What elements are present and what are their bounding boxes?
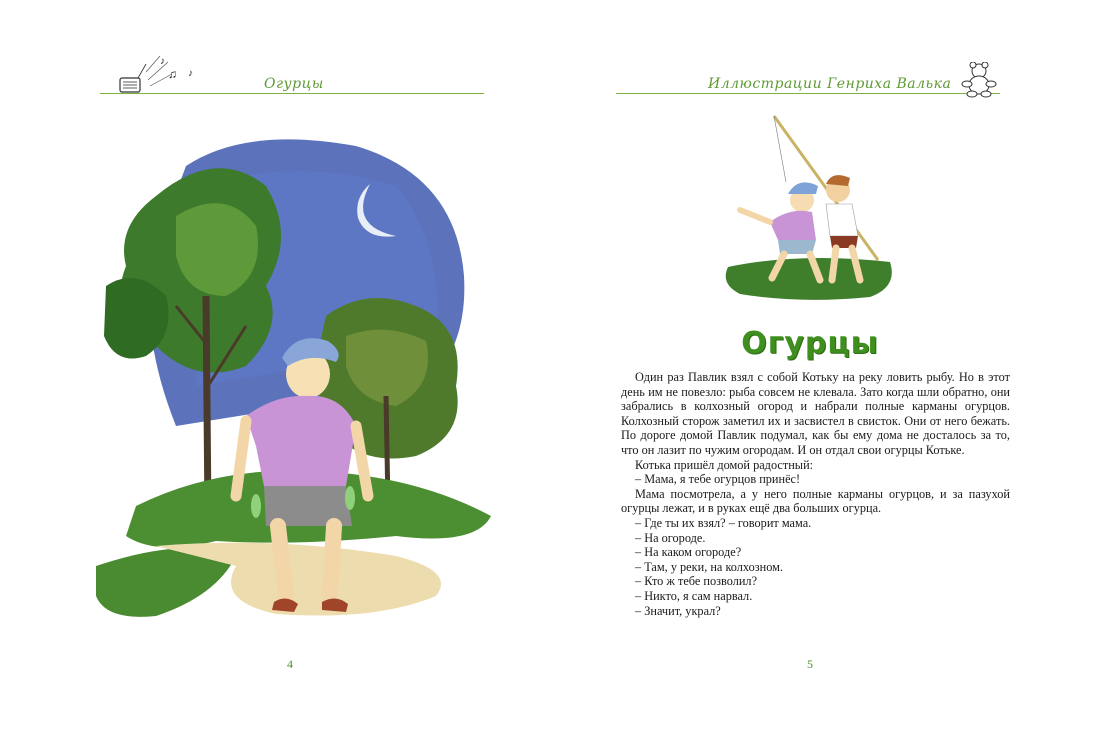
svg-text:♫: ♫ bbox=[168, 67, 177, 81]
story-text bbox=[621, 370, 1010, 618]
paragraph: – Где ты их взял? – говорит мама. bbox=[635, 515, 812, 530]
story-title: Огурцы bbox=[741, 326, 879, 361]
right-running-head: Иллюстрации Генриха Валька bbox=[702, 76, 957, 92]
paragraph: – На каком огороде? bbox=[635, 545, 742, 560]
paragraph: Один раз Павлик взял с собой Котьку на реку ловить рыбу. Но в этот день им не повезло: рыба совсем не клевала. Зато когда шли обратно, они забрались в колхозный огород и набрали полные карманы огурцов. Колхозный сторож заметил их и засвистел в свисток. Они от него бежать. По дороге домой Павлик подумал, как бы ему дома не досталось за то, что он лазит по чужим огородам. И он отдал свои огурцы Котьке. bbox=[621, 370, 1010, 457]
paragraph: – На огороде. bbox=[635, 530, 706, 545]
left-running-head: Огурцы bbox=[258, 76, 330, 92]
paragraph: Котька пришёл домой радостный: bbox=[635, 457, 814, 472]
teddy-bear-icon bbox=[958, 62, 1000, 98]
svg-text:♪: ♪ bbox=[160, 56, 165, 67]
right-page bbox=[550, 0, 1100, 755]
left-page-number: 4 bbox=[287, 657, 293, 671]
paragraph: Мама посмотрела, а у него полные карманы огурцов, и за пазухой огурцы лежат, и в руках ещё два больших огурца. bbox=[621, 486, 1010, 516]
paragraph: – Значит, украл? bbox=[635, 603, 721, 618]
illustration-boy-at-night bbox=[96, 126, 496, 630]
svg-text:♪: ♪ bbox=[188, 68, 193, 79]
paragraph: – Там, у реки, на колхозном. bbox=[635, 559, 783, 574]
paragraph: – Никто, я сам нарвал. bbox=[635, 588, 753, 603]
right-page-number: 5 bbox=[807, 657, 813, 671]
paragraph: – Кто ж тебе позволил? bbox=[635, 574, 758, 589]
paragraph: – Мама, я тебе огурцов принёс! bbox=[635, 472, 801, 487]
radio-with-music-notes-icon bbox=[116, 50, 206, 98]
illustration-two-boys-running bbox=[720, 112, 896, 302]
right-header-rule bbox=[616, 93, 1000, 94]
